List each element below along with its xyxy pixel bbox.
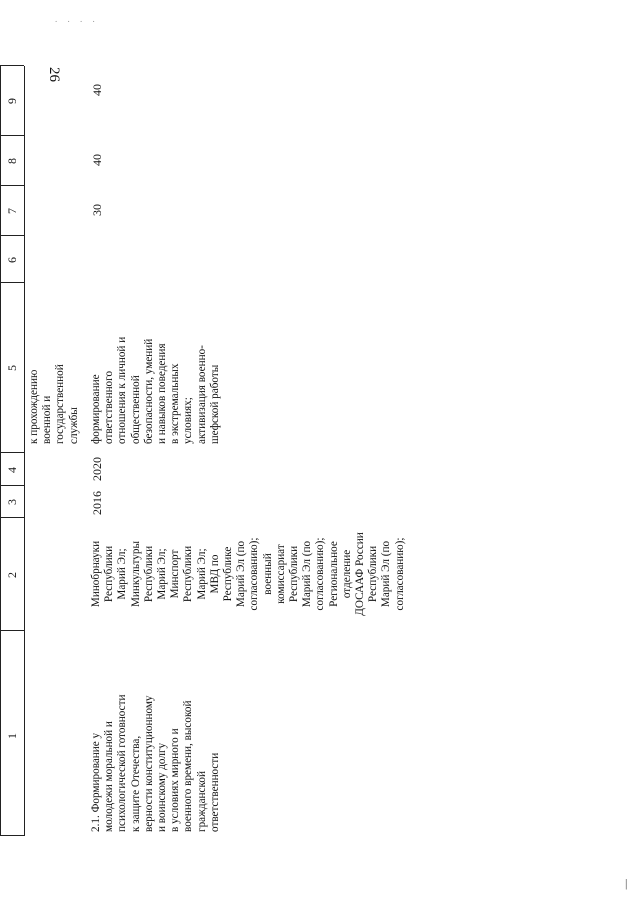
column-number-9: 9 [5,98,19,104]
row-executors: Минобрнауки Республики Марий Эл; Минкультуры Республики Марий Эл; Минспорт Республики Марий Эл; МВД по Республике Марий Эл (по согласованию); военный комиссариат Республики Марий Эл (по согласованию); Региональное отделение ДОСААФ России Республики Марий Эл (по согласованию); [90,532,406,616]
header-bottom-border [24,66,25,836]
column-number-5: 5 [5,365,19,371]
col-separator [0,135,24,136]
page-number: 26 [46,67,62,82]
row-result: формирование ответственного отношения к личной и общественной безопасности, умений и навыков поведения в экстремальных условиях; активизация военно- шефской работы [90,336,221,444]
top-margin-dots: . . . . [55,14,99,24]
row-value-col9: 40 [90,84,104,96]
col-separator [0,235,24,236]
column-number-8: 8 [5,158,19,164]
col-separator [0,835,24,836]
row-value-col8: 40 [90,154,104,166]
row-end-year: 2020 [90,457,104,481]
edge-mark: | [625,876,632,890]
document-table [0,66,632,836]
column-number-6: 6 [5,257,19,263]
column-number-2: 2 [5,572,19,578]
col-separator [0,65,24,66]
col-separator [0,630,24,631]
table-top-border [0,66,1,836]
column-number-7: 7 [5,208,19,214]
col-separator [0,185,24,186]
row-title: 2.1. Формирование у молодежи моральной и психологической готовности к защите Отечества, верности конституционному и воинскому долгу в условиях мирного и военного времени, высокой гражданской ответственности [90,694,221,832]
column-number-3: 3 [5,499,19,505]
column-number-1: 1 [5,733,19,739]
row-value-col7: 30 [90,204,104,216]
continued-result-text: к прохождению военной и государственной службы [28,364,80,444]
column-number-4: 4 [5,467,19,473]
col-separator [0,282,24,283]
row-start-year: 2016 [90,491,104,515]
